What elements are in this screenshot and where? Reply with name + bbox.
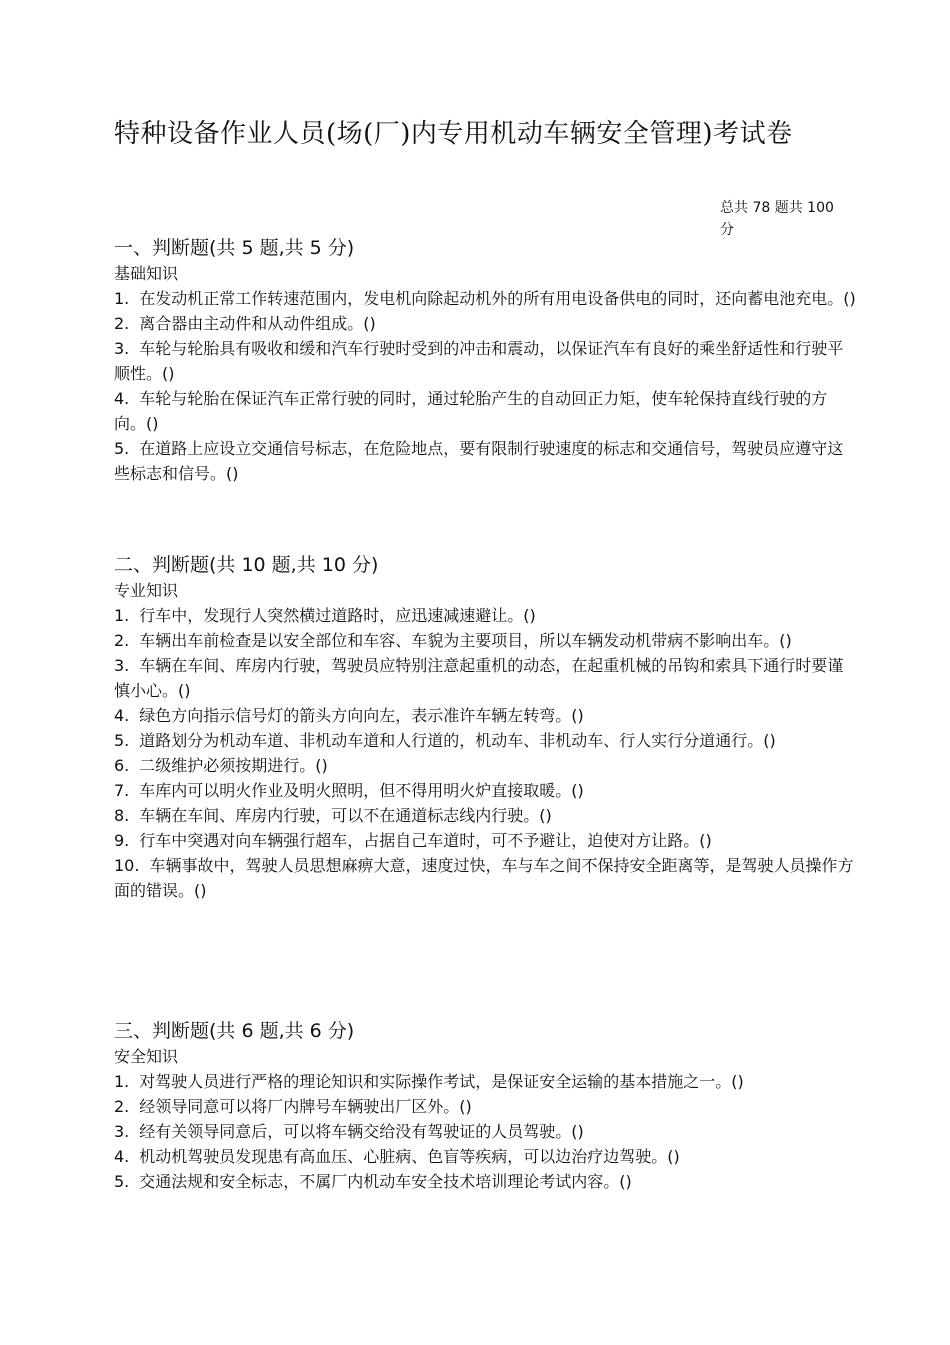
question-item — [114, 286, 856, 311]
question-text: 车库内可以明火作业及明火照明，但不得用明火炉直接取暖。() — [139, 781, 584, 800]
question-text: 二级维护必须按期进行。() — [139, 756, 328, 775]
section-1 — [114, 234, 856, 486]
question-item — [114, 311, 856, 336]
question-number: 5. — [114, 731, 130, 750]
question-number: 1. — [114, 289, 130, 308]
question-item — [114, 728, 856, 753]
section-subtitle: 安全知识 — [114, 1047, 179, 1066]
question-item — [114, 603, 856, 628]
question-number: 9. — [114, 831, 130, 850]
question-number: 2. — [114, 1097, 130, 1116]
question-item — [114, 386, 856, 436]
question-text: 在道路上应设立交通信号标志，在危险地点，要有限制行驶速度的标志和交通信号，驾驶员应遵守这些标志和信号。() — [114, 439, 844, 483]
question-number: 4. — [114, 389, 130, 408]
section-heading: 一、判断题(共 5 题,共 5 分) — [114, 237, 355, 259]
section-subtitle: 专业知识 — [114, 581, 179, 600]
question-text: 在发动机正常工作转速范围内，发电机向除起动机外的所有用电设备供电的同时，还向蓄电池充电。() — [139, 289, 856, 308]
question-item — [114, 1169, 856, 1194]
question-text: 绿色方向指示信号灯的箭头方向向左，表示准许车辆左转弯。() — [139, 706, 584, 725]
question-item — [114, 1094, 856, 1119]
question-item — [114, 436, 856, 486]
question-text: 对驾驶人员进行严格的理论知识和实际操作考试，是保证安全运输的基本措施之一。() — [139, 1072, 744, 1091]
question-text: 车辆出车前检查是以安全部位和车容、车貌为主要项目，所以车辆发动机带病不影响出车。() — [139, 631, 792, 650]
question-item — [114, 853, 856, 903]
question-item — [114, 1144, 856, 1169]
section-subtitle: 基础知识 — [114, 264, 179, 283]
question-number: 3. — [114, 656, 130, 675]
question-item — [114, 828, 856, 853]
section-2 — [114, 551, 856, 903]
question-text: 道路划分为机动车道、非机动车道和人行道的，机动车、非机动车、行人实行分道通行。() — [139, 731, 776, 750]
question-text: 车辆在车间、库房内行驶，驾驶员应特别注意起重机的动态，在起重机械的吊钩和索具下通行时要谨慎小心。() — [114, 656, 844, 700]
question-number: 5. — [114, 439, 130, 458]
question-text: 车辆事故中，驾驶人员思想麻痹大意，速度过快，车与车之间不保持安全距离等，是驾驶人员操作方面的错误。() — [114, 856, 854, 900]
question-number: 5. — [114, 1172, 130, 1191]
question-item — [114, 336, 856, 386]
question-number: 4. — [114, 706, 130, 725]
question-number: 8. — [114, 806, 130, 825]
page-title: 特种设备作业人员(场(厂)内专用机动车辆安全管理)考试卷 — [114, 119, 793, 149]
question-item — [114, 753, 856, 778]
question-number: 4. — [114, 1147, 130, 1166]
question-item — [114, 703, 856, 728]
question-item — [114, 1119, 856, 1144]
question-text: 车轮与轮胎具有吸收和缓和汽车行驶时受到的冲击和震动，以保证汽车有良好的乘坐舒适性和行驶平顺性。() — [114, 339, 844, 383]
question-text: 经有关领导同意后，可以将车辆交给没有驾驶证的人员驾驶。() — [139, 1122, 584, 1141]
question-text: 行车中突遇对向车辆强行超车，占据自己车道时，可不予避让，迫使对方让路。() — [139, 831, 712, 850]
section-heading: 三、判断题(共 6 题,共 6 分) — [114, 1020, 355, 1042]
question-number: 1. — [114, 1072, 130, 1091]
question-text: 机动机驾驶员发现患有高血压、心脏病、色盲等疾病，可以边治疗边驾驶。() — [139, 1147, 680, 1166]
question-number: 1. — [114, 606, 130, 625]
question-text: 车轮与轮胎在保证汽车正常行驶的同时，通过轮胎产生的自动回正力矩，使车轮保持直线行驶的方向。() — [114, 389, 828, 433]
question-text: 离合器由主动件和从动件组成。() — [139, 314, 376, 333]
question-text: 行车中，发现行人突然横过道路时，应迅速减速避让。() — [139, 606, 536, 625]
question-item — [114, 628, 856, 653]
question-number: 3. — [114, 1122, 130, 1141]
question-number: 10. — [114, 856, 140, 875]
question-number: 6. — [114, 756, 130, 775]
total-summary: 总共 78 题共 100 分 — [720, 200, 834, 238]
question-text: 经领导同意可以将厂内牌号车辆驶出厂区外。() — [139, 1097, 472, 1116]
section-heading: 二、判断题(共 10 题,共 10 分) — [114, 554, 379, 576]
question-number: 2. — [114, 631, 130, 650]
section-3 — [114, 1017, 856, 1194]
question-text: 交通法规和安全标志，不属厂内机动车安全技术培训理论考试内容。() — [139, 1172, 632, 1191]
question-item — [114, 778, 856, 803]
question-number: 7. — [114, 781, 130, 800]
question-number: 2. — [114, 314, 130, 333]
question-text: 车辆在车间、库房内行驶，可以不在通道标志线内行驶。() — [139, 806, 552, 825]
question-item — [114, 803, 856, 828]
question-item — [114, 1069, 856, 1094]
question-item — [114, 653, 856, 703]
question-number: 3. — [114, 339, 130, 358]
